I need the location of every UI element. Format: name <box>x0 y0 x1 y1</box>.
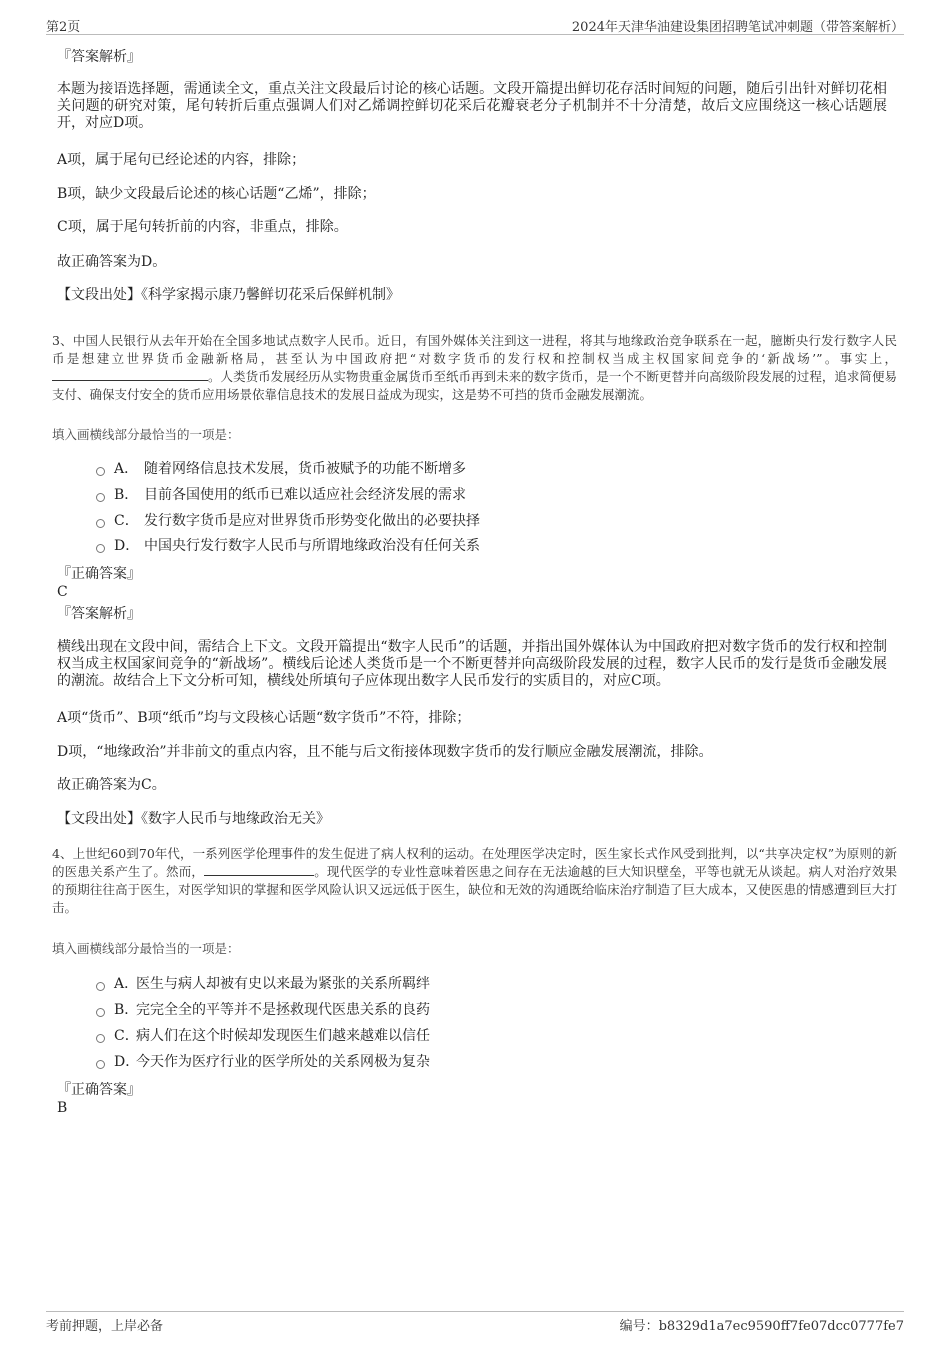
q3-option-b[interactable]: B． 目前各国使用的纸币已难以适应社会经济发展的需求 <box>96 486 466 504</box>
footer-slogan: 考前押题，上岸必备 <box>46 1319 164 1334</box>
q4-option-a[interactable]: A． 医生与病人却被有史以来最为紧张的关系所羁绊 <box>96 975 430 993</box>
q2-analysis-label: 『答案解析』 <box>57 49 141 65</box>
q4-prompt: 填入画横线部分最恰当的一项是： <box>52 941 240 956</box>
q4-option-d[interactable]: D． 今天作为医疗行业的医学所处的关系网极为复杂 <box>96 1053 430 1071</box>
radio-icon[interactable] <box>96 1034 105 1043</box>
page-number: 第2页 <box>46 20 81 35</box>
q3-answer: C <box>57 584 68 600</box>
q4-question-text: 4、上世纪60到70年代，一系列医学伦理事件的发生促进了病人权利的运动。在处理医学决定时，医生家长式作风受到批判，以“共享决定权”为原则的新的医患关系产生了。然而， 。现代医学的专业性意味着医患之间存在无法逾越的巨大知识壁垒，平等也就无从谈起。病人对治疗效果的预期往往高于医生，对医学知识的掌握和医学风险认识又远远低于医生，缺位和无效的沟通既给临床治疗制造了巨大成本，又使医患的情感遭到巨大打击。 <box>52 846 897 915</box>
header-divider <box>46 34 904 35</box>
radio-icon[interactable] <box>96 519 105 528</box>
q3-answer-label: 『正确答案』 <box>57 566 141 582</box>
q4-answer-label: 『正确答案』 <box>57 1082 141 1098</box>
q4-blank <box>204 863 314 876</box>
document-id: 编号：b8329d1a7ec9590ff7fe07dcc0777fe7 <box>619 1319 904 1334</box>
q2-source: 【文段出处】《科学家揭示康乃馨鲜切花采后保鲜机制》 <box>57 287 400 303</box>
q3-blank <box>52 368 208 381</box>
radio-icon[interactable] <box>96 982 105 991</box>
q3-source: 【文段出处】《数字人民币与地缘政治无关》 <box>57 811 330 827</box>
q2-point-b: B项，缺少文段最后论述的核心话题“乙烯”，排除； <box>57 186 376 202</box>
q3-question-text: 3、中国人民银行从去年开始在全国多地试点数字人民币。近日，有国外媒体关注到这一进程，将其与地缘政治竞争联系在一起，臆断央行发行数字人民币是想建立世界货币金融新格局，甚至认为中国政府把“对数字货币的发行权和控制权当成主权国家间竞争的‘新战场’”。事实上，。人类货币发展经历从实物贵重金属货币至纸币再到未来的数字货币，是一个不断更替并向高级阶段发展的过程，追求简便易支付、确保支付安全的货币应用场景依靠信息技术的发展日益成为现实，这是势不可挡的货币金融发展潮流。 <box>52 333 897 402</box>
q4-option-b[interactable]: B． 完完全全的平等并不是拯救现代医患关系的良药 <box>96 1001 430 1019</box>
footer-divider <box>46 1311 904 1312</box>
radio-icon[interactable] <box>96 1060 105 1069</box>
radio-icon[interactable] <box>96 1008 105 1017</box>
q4-answer: B <box>57 1100 68 1116</box>
q2-conclusion: 故正确答案为D。 <box>57 254 167 270</box>
q2-analysis-text: 本题为接语选择题，需通读全文，重点关注文段最后讨论的核心话题。文段开篇提出鲜切花存活时间短的问题，随后引出针对鲜切花相关问题的研究对策，尾句转折后重点强调人们对乙烯调控鲜切花采后花瓣衰老分子机制并不十分清楚，故后文应围绕这一核心话题展开，对应D项。 <box>57 81 887 131</box>
q3-conclusion: 故正确答案为C。 <box>57 777 166 793</box>
q3-point-d: D项，“地缘政治”并非前文的重点内容，且不能与后文衔接体现数字货币的发行顺应金融发展潮流，排除。 <box>57 744 713 760</box>
q2-point-c: C项，属于尾句转折前的内容，非重点，排除。 <box>57 219 348 235</box>
q4-option-c[interactable]: C． 病人们在这个时候却发现医生们越来越难以信任 <box>96 1027 430 1045</box>
radio-icon[interactable] <box>96 467 105 476</box>
q3-analysis-label: 『答案解析』 <box>57 606 141 622</box>
q3-prompt: 填入画横线部分最恰当的一项是： <box>52 427 240 442</box>
q2-point-a: A项，属于尾句已经论述的内容，排除； <box>57 152 306 168</box>
radio-icon[interactable] <box>96 544 105 553</box>
q3-point-ab: A项“货币”、B项“纸币”均与文段核心话题“数字货币”不符，排除； <box>57 710 471 726</box>
q3-option-c[interactable]: C． 发行数字货币是应对世界货币形势变化做出的必要抉择 <box>96 512 480 530</box>
q3-option-d[interactable]: D． 中国央行发行数字人民币与所谓地缘政治没有任何关系 <box>96 537 480 555</box>
q3-option-a[interactable]: A． 随着网络信息技术发展，货币被赋予的功能不断增多 <box>96 460 466 478</box>
q3-analysis-text: 横线出现在文段中间，需结合上下文。文段开篇提出“数字人民币”的话题，并指出国外媒体认为中国政府把对数字货币的发行权和控制权当成主权国家间竞争的“新战场”。横线后论述人类货币是一个不断更替并向高级阶段发展的过程，数字人民币的发行是货币金融发展的潮流。故结合上下文分析可知，横线处所填句子应体现出数字人民币发行的实质目的，对应C项。 <box>57 639 887 689</box>
radio-icon[interactable] <box>96 493 105 502</box>
document-title: 2024年天津华油建设集团招聘笔试冲刺题（带答案解析） <box>571 20 904 35</box>
